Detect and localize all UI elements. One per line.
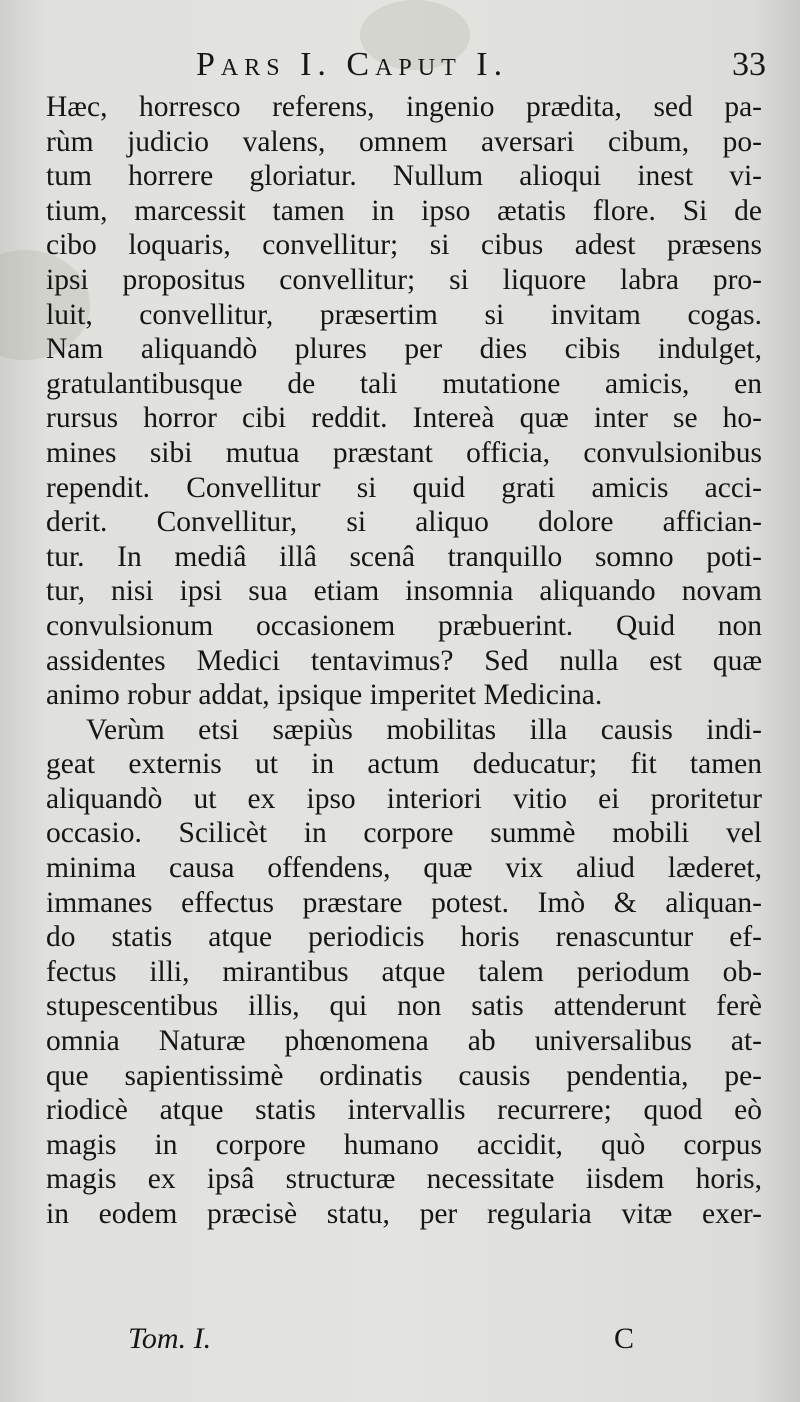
text-line: assidentes Medici tentavimus? Sed nulla est quæ [46, 644, 762, 677]
paragraph [46, 90, 762, 713]
text-line: Nam aliquandò plures per dies cibis indulget, [46, 333, 762, 366]
text-line: convulsionum occasionem præbuerint. Quid non [46, 609, 762, 642]
text-line: mines sibi mutua præstant officia, convulsionibus [46, 436, 762, 469]
text-line: tur. In mediâ illâ scenâ tranquillo somno poti- [46, 540, 762, 573]
text-line: do statis atque periodicis horis renascuntur ef- [46, 921, 762, 954]
text-line: stupescentibus illis, qui non satis attenderunt ferè [46, 990, 762, 1023]
text-line: omnia Naturæ phœnomena ab universalibus at- [46, 1025, 762, 1058]
text-line: gratulantibusque de tali mutatione amicis, en [46, 367, 762, 400]
text-line: derit. Convellitur, si aliquo dolore affician- [46, 506, 762, 539]
text-line: fectus illi, mirantibus atque talem periodum ob- [46, 955, 762, 988]
page-header [0, 46, 800, 86]
text-line: magis ex ipsâ structuræ necessitate iisdem horis, [46, 1163, 762, 1196]
signature-mark: C [614, 1322, 635, 1355]
text-line: rùm judicio valens, omnem aversari cibum, po- [46, 125, 762, 158]
text-line: ipsi propositus convellitur; si liquore labra pro- [46, 263, 762, 296]
text-line: magis in corpore humano accidit, quò corpus [46, 1128, 762, 1161]
page-number: 33 [732, 46, 766, 83]
text-line: Hæc, horresco referens, ingenio prædita, sed pa- [46, 91, 762, 123]
page-footer [0, 1322, 800, 1362]
text-line: riodicè atque statis intervallis recurrere; quod eò [46, 1094, 762, 1127]
text-line: in eodem præcisè statu, per regularia vitæ exer- [46, 1198, 762, 1230]
text-line: rursus horror cibi reddit. Intereà quæ inter se ho- [46, 402, 762, 435]
text-line: tum horrere gloriatur. Nullum alioqui inest vi- [46, 160, 762, 193]
text-line: que sapientissimè ordinatis causis pendentia, pe- [46, 1059, 762, 1092]
text-line: occasio. Scilicèt in corpore summè mobili vel [46, 817, 762, 850]
text-line: tur, nisi ipsi sua etiam insomnia aliquando novam [46, 575, 762, 608]
text-line: cibo loquaris, convellitur; si cibus adest præsens [46, 229, 762, 262]
text-line: animo robur addat, ipsique imperitet Medicina. [46, 679, 603, 712]
text-line: immanes effectus præstare potest. Imò & aliquan- [46, 886, 762, 919]
volume-label: Tom. I. [128, 1322, 212, 1355]
text-line: geat externis ut in actum deducatur; fit tamen [46, 748, 762, 781]
paragraph [46, 713, 762, 1232]
text-line: tium, marcessit tamen in ipso ætatis flore. Si de [46, 194, 762, 227]
text-line: Verùm etsi sæpiùs mobilitas illa causis indi- [86, 713, 762, 746]
text-line: rependit. Convellitur si quid grati amicis acci- [46, 471, 762, 504]
text-line: aliquandò ut ex ipso interiori vitio ei proritetur [46, 782, 762, 815]
running-title: Pars I. Caput I. [196, 46, 509, 83]
body-text [46, 90, 762, 1232]
text-line: luit, convellitur, præsertim si invitam cogas. [46, 298, 762, 331]
text-line: minima causa offendens, quæ vix aliud læderet, [46, 852, 762, 885]
